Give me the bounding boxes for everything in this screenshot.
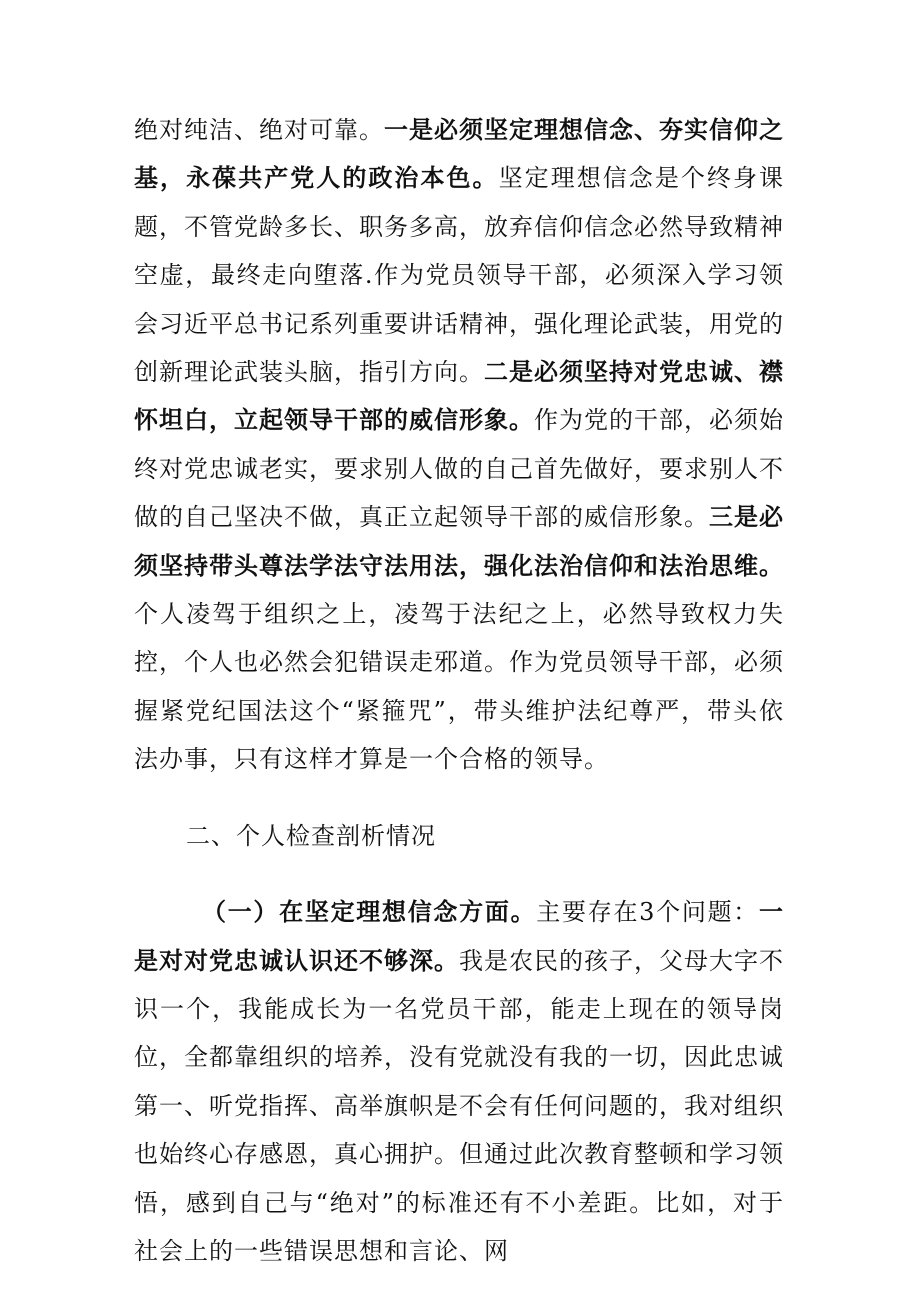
- bold-point-one: 一是必须坚定理想信念、夯实信仰之基，永葆共产党人的政治本色。: [134, 116, 784, 193]
- paragraph-text: 个人凌驾于组织之上，凌驾于法纪之上，必然导致权力失控，个人也必然会犯错误走邪道。作为党员领导干部，必须握紧党纪国法这个“紧箍咒”，带头维护法纪尊严，带头依法办事，只有这样才算是一个合格的领导。: [134, 600, 784, 774]
- subsection-title: （一）在坚定理想信念方面。: [202, 898, 537, 927]
- section-heading: 二、个人检查剖析情况: [186, 821, 436, 850]
- bold-point-two: 二是必须坚持对党忠诚、襟怀坦白，立起领导干部的威信形象。: [134, 358, 784, 435]
- document-body: [134, 106, 784, 1275]
- paragraph-self-check: [134, 888, 784, 1275]
- paragraph-text: 绝对纯洁、绝对可靠。: [134, 116, 384, 144]
- paragraph-text: 主要存在3个问题：: [536, 898, 759, 927]
- section-gap: [134, 860, 784, 888]
- paragraph-text: 坚定理想信念是个终身课题，不管党龄多长、职务多高，放弃信仰信念必然导致精神空虚，最终走向堕落.作为党员领导干部，必须深入学习领会习近平总书记系列重要讲话精神，强化理论武装，用党的创新理论武装头脑，指引方向。: [134, 164, 785, 387]
- paragraph-text: 我是农民的孩子，父母大字不识一个，我能成长为一名党员干部，能走上现在的领导岗位，全都靠组织的培养，没有党就没有我的一切，因此忠诚第一、听党指挥、高举旗帜是不会有任何问题的，我对组织也始终心存感恩，真心拥护。但通过此次教育整顿和学习领悟，感到自己与“绝对”的标准还有不小差距。比如，对于社会上的一些错误思想和言论、网: [134, 946, 784, 1265]
- paragraph-ideals: [134, 106, 784, 784]
- paragraph-text: 作为党的干部，必须始终对党忠诚老实，要求别人做的自己首先做好，要求别人不做的自己坚决不做，真正立起领导干部的威信形象。: [134, 406, 784, 532]
- bold-point-three: 三是必须坚持带头尊法学法守法用法，强化法治信仰和法治思维。: [134, 503, 784, 580]
- bold-issue-one: 一是对对党忠诚认识还不够深。: [134, 898, 784, 975]
